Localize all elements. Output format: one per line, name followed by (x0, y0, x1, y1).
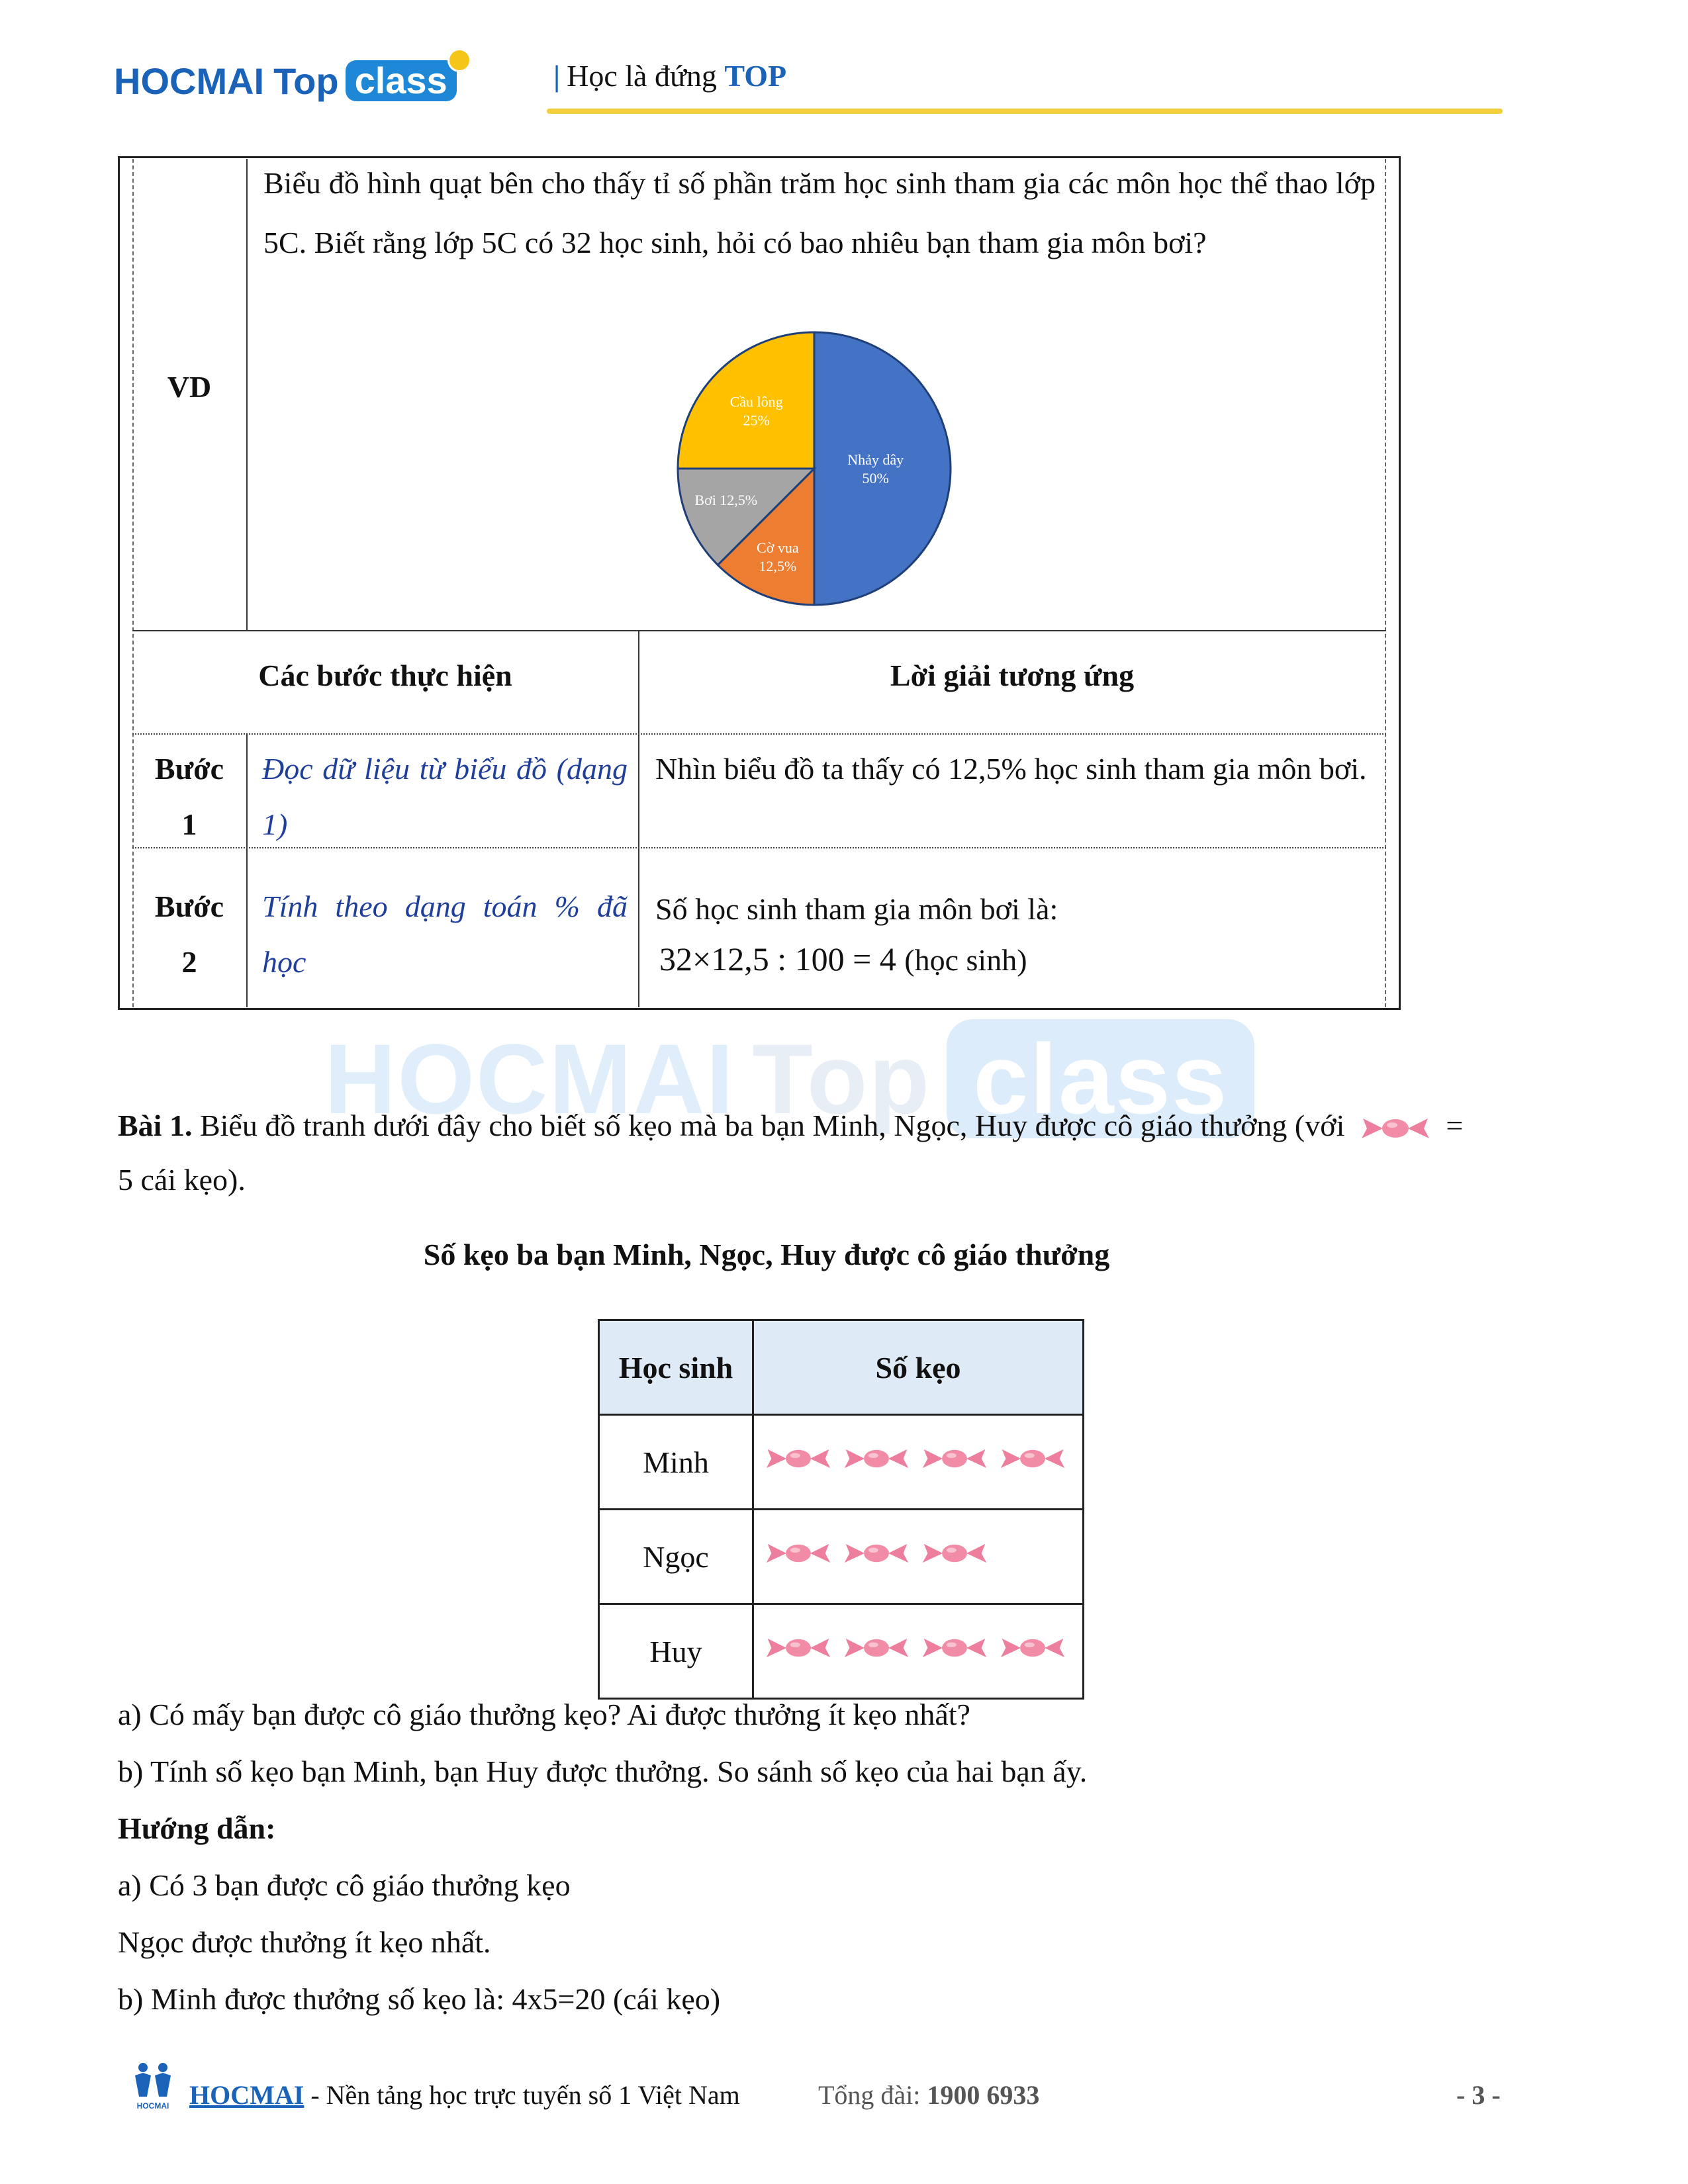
candy-cell (753, 1604, 1084, 1699)
candy-cell (753, 1415, 1084, 1510)
logo-class-badge (346, 60, 457, 101)
logo-class-text: class (354, 60, 447, 101)
grid-line (132, 630, 1386, 631)
candy-icon (842, 1633, 911, 1670)
footer-hotline (818, 2079, 1039, 2111)
footer-brand-link[interactable]: HOCMAI (189, 2080, 305, 2110)
footer-brand-line (189, 2079, 740, 2111)
star-icon (447, 48, 471, 72)
answer-b1: b) Minh được thưởng số kẹo là: 4x5=20 (cái kẹo) (118, 1982, 721, 2016)
candy-icon (920, 1443, 989, 1481)
solution-header: Lời giải tương ứng (890, 659, 1135, 692)
col-student-header: Học sinh (599, 1320, 753, 1415)
logo-top-text: Top (273, 60, 339, 102)
grid-line (246, 733, 248, 1007)
example-question: Biểu đồ hình quạt bên cho thấy tỉ số phần trăm học sinh tham gia các môn học thể thao lớp 5C. Biết rằng lớp 5C có 32 học sinh, hỏi có bao nhiêu bạn tham gia môn bơi? (263, 166, 1376, 259)
grid-line (132, 733, 1386, 735)
row-name: Minh (599, 1415, 753, 1510)
pie-label-2: Bơi 12,5% (694, 492, 758, 509)
watermark-class: class (947, 1019, 1254, 1138)
step1-label-number: 1 (181, 807, 197, 841)
exercise-intro-tail: 5 cái kẹo). (118, 1163, 246, 1197)
candy-icon (764, 1633, 833, 1670)
candy-icon (764, 1538, 833, 1576)
exercise-body (118, 1686, 1574, 2028)
step1-solution: Nhìn biểu đồ ta thấy có 12,5% học sinh tham gia môn bơi. (655, 752, 1367, 786)
exercise-title: Bài 1. (118, 1109, 193, 1142)
candy-icon (920, 1633, 989, 1670)
step2-label-number: 2 (181, 945, 197, 979)
pie-label-0: Nhảy dây 50% (847, 451, 904, 486)
exercise-intro (118, 1099, 1574, 1207)
candy-icon (842, 1443, 911, 1481)
answer-a2: Ngọc được thưởng ít kẹo nhất. (118, 1925, 491, 1959)
step2-formula: 32×12,5 : 100 = 4 (659, 940, 896, 978)
candy-icon (1359, 1113, 1432, 1144)
watermark-top: Top (752, 1023, 931, 1134)
step2-formula-line (659, 940, 1027, 978)
row-name: Ngọc (599, 1510, 753, 1604)
candy-cell (753, 1510, 1084, 1604)
candy-icon (998, 1443, 1067, 1481)
hotline-label: Tổng đài: (818, 2080, 921, 2110)
steps-header: Các bước thực hiện (258, 659, 512, 692)
logo-hocmai-text: HOCMAI (114, 60, 265, 102)
hocmai-footer-logo (130, 2061, 176, 2109)
candy-icon (764, 1443, 833, 1481)
footer-logo-text: HOCMAI (136, 2101, 169, 2111)
tagline-top: TOP (724, 59, 787, 93)
hotline-number: 1900 6933 (927, 2080, 1040, 2110)
header-tagline: | Học là đứng TOP (553, 59, 787, 93)
pie-chart (675, 330, 953, 608)
step2-description: Tính theo dạng toán % đã học (262, 889, 628, 979)
candy-icon (920, 1538, 989, 1576)
header-divider (547, 109, 1503, 114)
pictograph-table (598, 1319, 1084, 1700)
row-name: Huy (599, 1604, 753, 1699)
hocmai-logo (114, 54, 457, 107)
step2-solution-line1: Số học sinh tham gia môn bơi là: (655, 892, 1058, 926)
pictograph-caption: Số kẹo ba bạn Minh, Ngọc, Huy được cô giáo thưởng (423, 1238, 1110, 1271)
question-b: b) Tính số kẹo bạn Minh, bạn Huy được thưởng. So sánh số kẹo của hai bạn ấy. (118, 1754, 1088, 1788)
pie-label-1: Cờ vua 12,5% (757, 539, 799, 575)
candy-icon (998, 1633, 1067, 1670)
vd-label: VD (167, 370, 212, 404)
footer-slogan: - Nền tảng học trực tuyến số 1 Việt Nam (304, 2080, 740, 2110)
step1-label (132, 741, 246, 852)
tagline-prefix: Học là đứng (567, 59, 717, 93)
step2-unit: (học sinh) (904, 943, 1027, 977)
exercise-intro-text: Biểu đồ tranh dưới đây cho biết số kẹo mà ba bạn Minh, Ngọc, Huy được cô giáo thưởng (với (199, 1109, 1345, 1142)
step2-label (132, 879, 246, 990)
grid-line (246, 159, 248, 630)
pie-label-3: Cầu lông 25% (729, 393, 783, 429)
guide-title: Hướng dẫn: (118, 1811, 276, 1845)
pie-slice-0 (814, 332, 951, 605)
answer-a1: a) Có 3 bạn được cô giáo thưởng kẹo (118, 1868, 571, 1902)
col-candies-header: Số kẹo (753, 1320, 1084, 1415)
people-icon (130, 2061, 176, 2098)
step1-description: Đọc dữ liệu từ biểu đồ (dạng 1) (262, 752, 628, 841)
candy-icon (842, 1538, 911, 1576)
watermark-hocmai: HOCMAI (324, 1023, 735, 1134)
question-a: a) Có mấy bạn được cô giáo thưởng kẹo? Ai được thưởng ít kẹo nhất? (118, 1698, 970, 1731)
step1-label-word: Bước (154, 752, 224, 786)
step2-label-word: Bước (154, 889, 224, 923)
page-number: - 3 - (1456, 2080, 1501, 2110)
exercise-intro-eq: = (1446, 1109, 1464, 1142)
